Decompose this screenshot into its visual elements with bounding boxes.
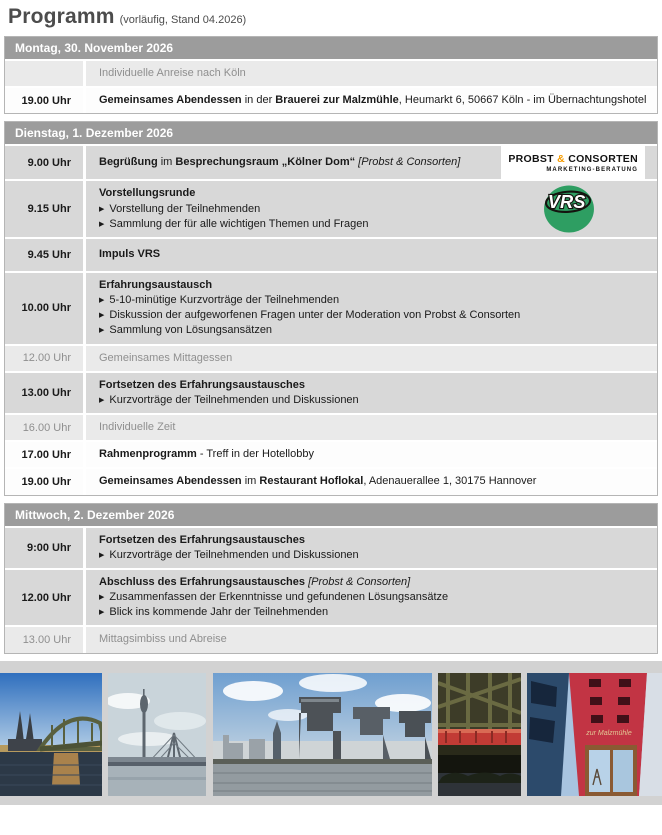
time-label	[5, 61, 86, 86]
bullet-item	[99, 217, 537, 232]
time-label: 17.00 Uhr	[5, 442, 86, 467]
row-content	[86, 415, 657, 440]
bullet-item	[99, 393, 651, 408]
photo-cologne-kranhaeuser-image	[213, 673, 432, 796]
bullet-text: Kurzvorträge der Teilnehmenden und Diskussionen	[109, 548, 359, 561]
page-title: Programm	[8, 5, 115, 28]
text-segment: in der	[241, 94, 276, 107]
time-label: 19.00 Uhr	[5, 469, 86, 494]
svg-text:VRS: VRS	[547, 191, 586, 213]
bullet-item	[99, 548, 651, 563]
bullet-text: Diskussion der aufgeworfenen Fragen unter der Moderation von Probst & Consorten	[109, 309, 521, 322]
agenda-row	[5, 467, 657, 494]
hotel-sign-text: zur Malzmühle	[586, 729, 632, 737]
bullet-arrow-icon: ▶	[99, 312, 105, 320]
vrs-logo	[543, 185, 595, 233]
row-title-line	[99, 66, 651, 81]
probst-consorten-logo-box	[501, 146, 645, 179]
bullet-arrow-icon: ▶	[99, 220, 105, 228]
agenda-row	[5, 413, 657, 440]
agenda-row	[5, 179, 657, 237]
bullet-item	[99, 605, 651, 620]
time-label: 13.00 Uhr	[5, 373, 86, 413]
time-label: 9.00 Uhr	[5, 146, 86, 179]
text-segment: Mittagsimbiss und Abreise	[99, 633, 227, 646]
agenda-row	[5, 237, 657, 271]
text-segment: Individuelle Zeit	[99, 421, 176, 434]
day-section	[4, 121, 658, 495]
agenda-row	[5, 144, 657, 179]
time-label: 16.00 Uhr	[5, 415, 86, 440]
row-content	[86, 373, 657, 413]
row-content	[86, 242, 657, 267]
time-label: 13.00 Uhr	[5, 627, 86, 652]
text-segment: Erfahrungsaustausch	[99, 278, 213, 291]
bullet-item	[99, 323, 651, 338]
agenda-row	[5, 568, 657, 626]
bullet-text: Sammlung von Lösungsansätzen	[109, 324, 273, 337]
bullet-text: Blick ins kommende Jahr der Teilnehmenden	[109, 606, 329, 619]
bullet-arrow-icon: ▶	[99, 327, 105, 335]
text-segment: Rahmenprogramm	[99, 448, 197, 461]
bullet-text: Sammlung der für alle wichtigen Themen und Fragen	[109, 217, 369, 230]
row-title-line	[99, 420, 651, 435]
agenda	[0, 36, 662, 654]
text-segment: - Treff in der Hotellobby	[196, 448, 314, 461]
probst-consorten-logo	[501, 146, 657, 179]
row-content	[86, 346, 657, 371]
agenda-row	[5, 344, 657, 371]
day-section	[4, 503, 658, 654]
time-label: 9.45 Uhr	[5, 239, 86, 271]
text-segment: Vorstellungsrunde	[99, 187, 196, 200]
row-content	[86, 570, 657, 626]
bullet-arrow-icon: ▶	[99, 609, 105, 617]
bullet-item	[99, 202, 537, 217]
page-subtitle: (vorläufig, Stand 04.2026)	[119, 14, 247, 26]
agenda-row	[5, 440, 657, 467]
row-content	[86, 528, 657, 568]
ampersand-accent: &	[557, 153, 565, 166]
bullet-text: Kurzvorträge der Teilnehmenden und Diskussionen	[109, 393, 359, 406]
text-segment: , Heumarkt 6, 50667 Köln - im Übernachtungshotel	[398, 94, 647, 107]
text-segment: Gemeinsames Abendessen	[99, 94, 242, 107]
row-content	[86, 181, 543, 237]
vrs-logo-image	[543, 185, 595, 233]
text-segment: PROBST	[508, 153, 558, 166]
row-title-line	[99, 533, 651, 548]
row-content	[86, 442, 657, 467]
text-segment: Gemeinsames Abendessen	[99, 475, 242, 488]
text-segment: Fortsetzen des Erfahrungsaustausches	[99, 378, 306, 391]
text-segment: [Probst & Consorten]	[308, 575, 411, 588]
row-title-line	[99, 155, 495, 170]
row-title-line	[99, 447, 651, 462]
probst-logo-tagline: MARKETING-BERATUNG	[546, 167, 638, 174]
text-segment: Restaurant Hoflokal	[259, 475, 364, 488]
row-content	[86, 150, 501, 175]
row-content	[86, 627, 657, 652]
text-segment: Begrüßung	[99, 156, 158, 169]
bullet-text: 5-10-minütige Kurzvorträge der Teilnehmenden	[109, 294, 340, 307]
row-content	[86, 469, 657, 494]
bullet-arrow-icon: ▶	[99, 594, 105, 602]
section-header: Mittwoch, 2. Dezember 2026	[5, 504, 657, 526]
bullet-arrow-icon: ▶	[99, 297, 105, 305]
bullet-item	[99, 293, 651, 308]
bullet-text: Zusammenfassen der Erkenntnisse und gefundenen Lösungsansätze	[109, 591, 449, 604]
bullet-arrow-icon: ▶	[99, 205, 105, 213]
time-label: 9.15 Uhr	[5, 181, 86, 237]
bullet-item	[99, 308, 651, 323]
day-section	[4, 36, 658, 114]
text-segment: , Adenauerallee 1, 30175 Hannover	[363, 475, 537, 488]
agenda-row	[5, 86, 657, 113]
bullet-arrow-icon: ▶	[99, 396, 105, 404]
text-segment: Fortsetzen des Erfahrungsaustausches	[99, 533, 306, 546]
photo-duesseldorf-rheinturm-image	[108, 673, 206, 796]
agenda-row	[5, 271, 657, 344]
probst-logo-name	[508, 153, 638, 165]
time-label: 19.00 Uhr	[5, 88, 86, 113]
row-content	[86, 88, 657, 113]
row-content	[86, 273, 657, 344]
text-segment: Besprechungsraum „Kölner Dom“	[175, 156, 356, 169]
row-title-line	[99, 186, 537, 201]
agenda-row	[5, 371, 657, 413]
photo-bridge-girders-train-image	[438, 673, 521, 796]
agenda-row	[5, 59, 657, 86]
text-segment: im	[241, 475, 260, 488]
time-label: 12.00 Uhr	[5, 346, 86, 371]
text-segment: [Probst & Consorten]	[358, 156, 461, 169]
row-title-line	[99, 93, 651, 108]
photo-row	[0, 673, 662, 796]
bullet-arrow-icon: ▶	[99, 551, 105, 559]
row-title-line	[99, 247, 651, 262]
row-content	[86, 61, 657, 86]
photo-band	[0, 661, 662, 805]
text-segment: im	[157, 156, 176, 169]
row-title-line	[99, 378, 651, 393]
time-label: 12.00 Uhr	[5, 570, 86, 626]
bullet-item	[99, 590, 651, 605]
text-segment: Gemeinsames Mittagessen	[99, 351, 233, 364]
row-title-line	[99, 575, 651, 590]
text-segment: Brauerei zur Malzmühle	[275, 94, 399, 107]
time-label: 9:00 Uhr	[5, 528, 86, 568]
time-label: 10.00 Uhr	[5, 273, 86, 344]
row-title-line	[99, 278, 651, 293]
photo-cologne-cathedral-bridge-image	[0, 673, 102, 796]
section-header: Montag, 30. November 2026	[5, 37, 657, 59]
row-title-line	[99, 351, 651, 366]
section-header: Dienstag, 1. Dezember 2026	[5, 122, 657, 144]
document-header	[0, 0, 662, 36]
text-segment: Individuelle Anreise nach Köln	[99, 67, 246, 79]
bullet-text: Vorstellung der Teilnehmenden	[109, 202, 261, 215]
photo-hotel-malzmuehle-facade-image	[527, 673, 662, 796]
text-segment: CONSORTEN	[564, 153, 638, 166]
agenda-row	[5, 625, 657, 652]
row-title-line	[99, 632, 651, 647]
text-segment: Impuls VRS	[99, 248, 161, 261]
agenda-row	[5, 526, 657, 568]
text-segment: Abschluss des Erfahrungsaustausches	[99, 575, 306, 588]
row-title-line	[99, 474, 651, 489]
